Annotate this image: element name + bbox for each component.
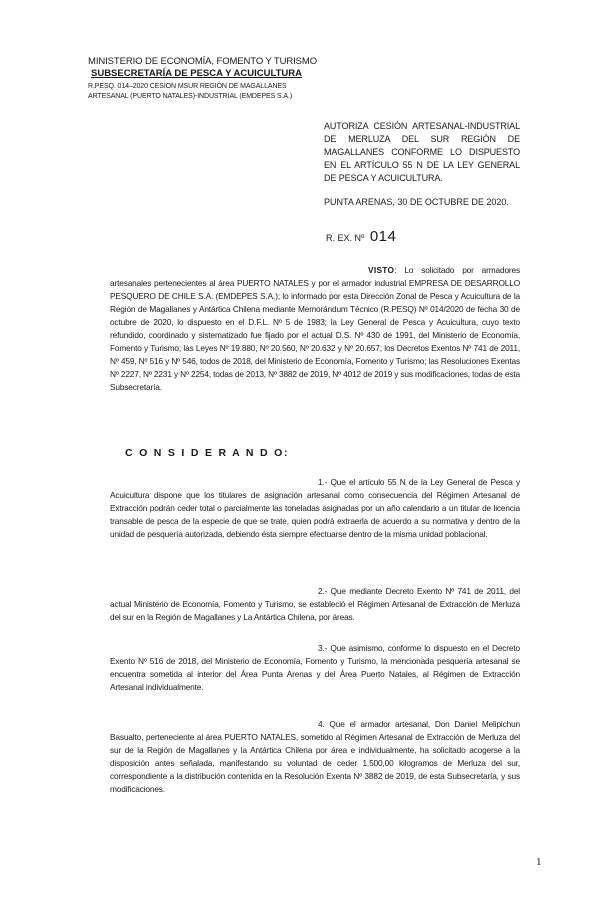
considerando-item-4 <box>110 718 520 796</box>
considerando-text-1: 1.- Que el artículo 55 N de la Ley General de Pesca y Acuicultura dispone que los titulares de asignación artesanal como consecuencia del Régimen Artesanal de Extracción podrán ceder total o parcialmente las toneladas asignadas por un año calendario a un titular de licencia transable de pesca de la especie de que se trate, quien podrá extraerla de acuerdo a su normativa y dentro de la unidad de pesquería autorizada, debiendo ésta siempre efectuarse dentro de la misma unidad poblacional. <box>110 477 520 539</box>
considerando-heading: C O N S I D E R A N D O: <box>125 447 290 459</box>
resolution-number-value: 014 <box>369 228 397 245</box>
considerando-item-2 <box>110 585 520 624</box>
considerando-item-3 <box>110 642 520 694</box>
resolution-subject: AUTORIZA CESIÓN ARTESANAL-INDUSTRIAL DE MERLUZA DEL SUR REGIÓN DE MAGALLANES CONFORME LO DISPUESTO EN EL ARTÍCULO 55 N DE LA LEY GENERAL DE PESCA Y ACUICULTURA. <box>324 121 520 183</box>
considerando-text-2: 2.- Que mediante Decreto Exento Nº 741 de 2011, del actual Ministerio de Economía, Fomento y Turismo, se estableció el Régimen Artesanal de Extracción de Merluza del sur en la Región de Magallanes y La Antártica Chilena, por áreas. <box>110 586 520 622</box>
visto-text: : Lo solicitado por armadores artesanales pertenecientes al área PUERTO NATALES y por el armador industrial EMPRESA DE DESARROLLO PESQUERO DE CHILE S.A. (EMDEPES S.A.); lo informado por esta Dirección Zonal de Pesca y Acuicultura de la Región de Magallanes y Antártica Chilena mediante Memorándum Técnico (R.PESQ) Nº 014/2020 de fecha 30 de octubre de 2020, lo dispuesto en el D.F.L. Nº 5 de 1983; la Ley General de Pesca y Acuicultura, cuyo texto refundido, coordinado y sistematizado fue fijado por el actual D.S. Nº 430 de 1991, del Ministerio de Economía, Fomento y Turismo; las Leyes Nº 19.880, Nº 20.560, Nº 20.632 y Nº 20.657; los Decretos Exentos Nº 741 de 2011, Nº 459, Nº 516 y Nº 546, todos de 2018, del Ministerio de Economía, Fomento y Turismo; las Resoluciones Exentas Nº 2227, Nº 2231 y Nº 2254, todas de 2013, Nº 3882 de 2019, Nº 4012 de 2019 y sus modificaciones, todas de esta Subsecretaría. <box>110 265 520 392</box>
reference-line-1: R.PESQ. 014–2020 CESION MSUR REGIÓN DE MAGALLANES <box>88 83 287 90</box>
page-number: 1 <box>536 856 542 868</box>
resolution-prefix: R. EX. Nº <box>326 233 365 243</box>
ministry-name: MINISTERIO DE ECONOMÍA, FOMENTO Y TURISMO <box>88 56 318 67</box>
considerando-text-3: 3.- Que asimismo, conforme lo dispuesto en el Decreto Exento Nº 516 de 2018, del Ministerio de Economía, Fomento y Turismo, la mencionada pesquería artesanal se encuentra sometida al interior del Área Punta Arenas y del Área Puerto Natales, al Régimen de Extracción Artesanal individualmente. <box>110 643 520 692</box>
subsecretaria-name: SUBSECRETARÍA DE PESCA Y ACUICULTURA <box>91 68 302 79</box>
visto-paragraph <box>110 264 520 394</box>
visto-label: VISTO <box>368 265 395 275</box>
resolution-date: PUNTA ARENAS, 30 DE OCTUBRE DE 2020. <box>324 197 509 207</box>
letterhead <box>88 56 338 102</box>
considerando-text-4: 4. Que el armador artesanal, Don Daniel Melipichun Basualto, perteneciente al área PUERTO NATALES, sometido al Régimen Artesanal de Extracción de Merluza del sur de la Región de Magallanes y la Antártica Chilena por área e individualmente, ha solicitado acogerse a la disposición antes señalada, manifestando su voluntad de ceder 1.500,00 kilogramos de Merluza del sur, correspondiente a la distribución contenida en la Resolución Exenta Nº 3882 de 2019, de esta Subsecretaría, y sus modificaciones. <box>110 719 520 794</box>
resolution-number <box>326 228 396 247</box>
reference-line-2: ARTESANAL (PUERTO NATALES)-INDUSTRIAL (EMDEPES S.A.) <box>88 93 293 100</box>
considerando-item-1 <box>110 476 520 541</box>
